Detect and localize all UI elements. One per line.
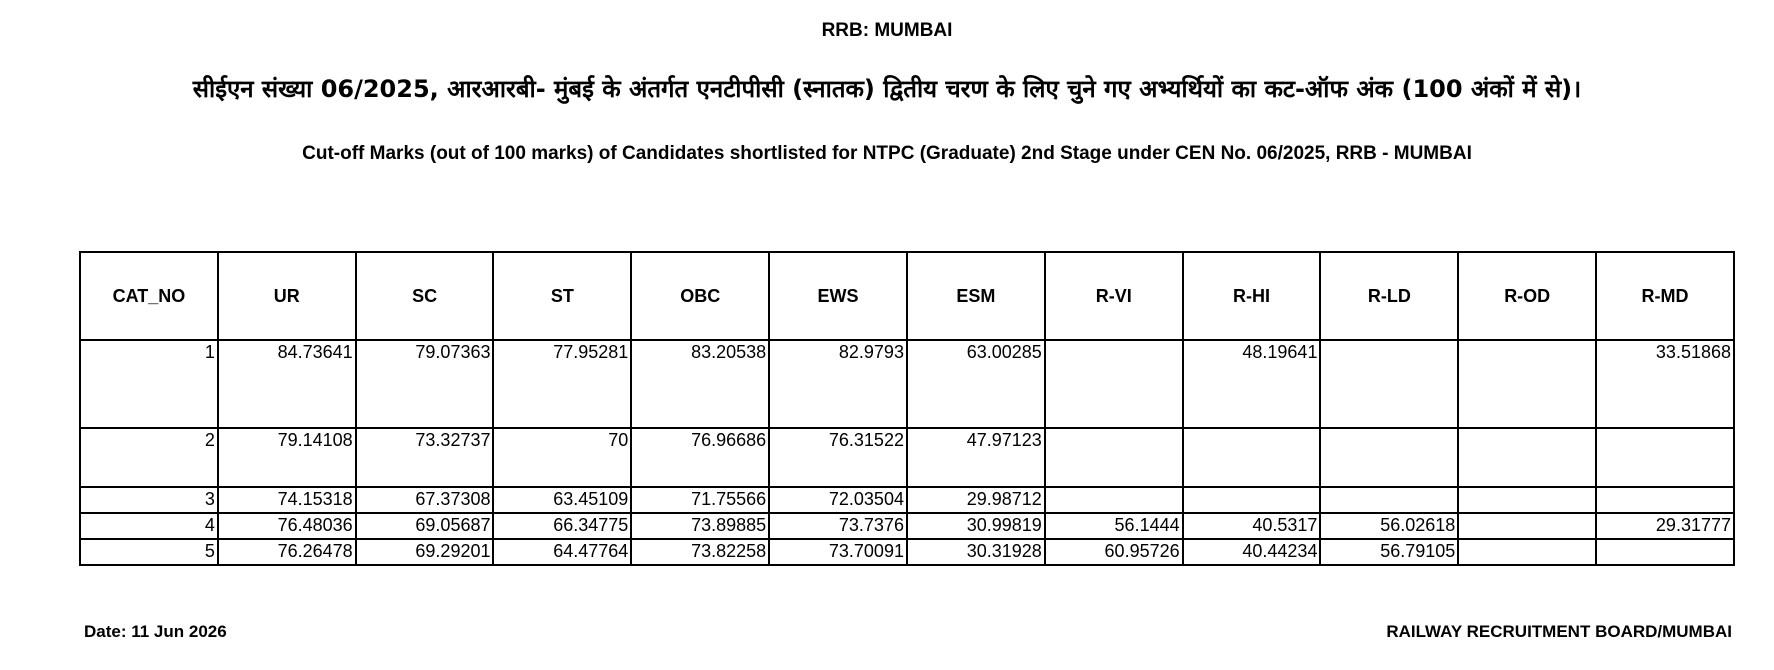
board-title: RRB: MUMBAI xyxy=(821,20,953,41)
column-header-r-md: R-MD xyxy=(1596,252,1734,340)
hindi-title: सीईएन संख्या 06/2025, आरआरबी- मुंबई के अंतर्गत एनटीपीसी (स्नातक) द्वितीय चरण के लिए चुने गए अभ्यर्थियों का कट-ऑफ अंक (100 अंकों में से)। xyxy=(192,75,1582,103)
table-cell: 73.82258 xyxy=(631,539,769,565)
table-cell: 74.15318 xyxy=(218,487,356,513)
table-cell: 63.00285 xyxy=(907,340,1045,428)
column-header-ur: UR xyxy=(218,252,356,340)
table-cell xyxy=(1183,428,1321,487)
table-cell xyxy=(1458,539,1596,565)
table-cell: 77.95281 xyxy=(493,340,631,428)
column-header-r-vi: R-VI xyxy=(1045,252,1183,340)
table-cell: 30.99819 xyxy=(907,513,1045,539)
table-cell: 79.07363 xyxy=(356,340,494,428)
column-header-ews: EWS xyxy=(769,252,907,340)
table-cell: 5 xyxy=(80,539,218,565)
table-cell xyxy=(1045,340,1183,428)
table-cell xyxy=(1596,539,1734,565)
table-cell: 82.9793 xyxy=(769,340,907,428)
table-cell: 69.05687 xyxy=(356,513,494,539)
table-cell: 71.75566 xyxy=(631,487,769,513)
table-cell: 29.98712 xyxy=(907,487,1045,513)
table-cell xyxy=(1320,340,1458,428)
table-header-row xyxy=(80,252,1734,340)
table-row xyxy=(80,428,1734,487)
table-cell: 76.26478 xyxy=(218,539,356,565)
table-cell: 73.32737 xyxy=(356,428,494,487)
table-cell: 83.20538 xyxy=(631,340,769,428)
table-cell xyxy=(1045,487,1183,513)
table-cell: 40.44234 xyxy=(1183,539,1321,565)
column-header-r-od: R-OD xyxy=(1458,252,1596,340)
board-signature: RAILWAY RECRUITMENT BOARD/MUMBAI xyxy=(1386,622,1732,641)
table-cell: 70 xyxy=(493,428,631,487)
column-header-esm: ESM xyxy=(907,252,1045,340)
table-cell xyxy=(1458,513,1596,539)
column-header-sc: SC xyxy=(356,252,494,340)
table-cell: 4 xyxy=(80,513,218,539)
table-cell: 73.89885 xyxy=(631,513,769,539)
table-cell: 76.31522 xyxy=(769,428,907,487)
table-cell: 73.70091 xyxy=(769,539,907,565)
table-row xyxy=(80,539,1734,565)
table-cell: 79.14108 xyxy=(218,428,356,487)
table-row xyxy=(80,513,1734,539)
table-cell: 73.7376 xyxy=(769,513,907,539)
table-row xyxy=(80,487,1734,513)
table-cell: 56.79105 xyxy=(1320,539,1458,565)
table-cell: 66.34775 xyxy=(493,513,631,539)
english-title: Cut-off Marks (out of 100 marks) of Candidates shortlisted for NTPC (Graduate) 2nd Stage under CEN No. 06/2025, RRB - MUMBAI xyxy=(302,143,1472,164)
column-header-r-hi: R-HI xyxy=(1183,252,1321,340)
table-cell: 56.1444 xyxy=(1045,513,1183,539)
cutoff-table xyxy=(79,251,1735,566)
table-cell xyxy=(1458,428,1596,487)
table-row xyxy=(80,340,1734,428)
table-cell: 40.5317 xyxy=(1183,513,1321,539)
table-cell: 63.45109 xyxy=(493,487,631,513)
table-cell: 84.73641 xyxy=(218,340,356,428)
table-cell: 56.02618 xyxy=(1320,513,1458,539)
table-cell: 33.51868 xyxy=(1596,340,1734,428)
table-cell: 29.31777 xyxy=(1596,513,1734,539)
column-header-st: ST xyxy=(493,252,631,340)
table-cell: 1 xyxy=(80,340,218,428)
table-cell: 72.03504 xyxy=(769,487,907,513)
table-cell: 76.96686 xyxy=(631,428,769,487)
table-cell xyxy=(1458,487,1596,513)
column-header-obc: OBC xyxy=(631,252,769,340)
table-cell: 64.47764 xyxy=(493,539,631,565)
table-cell xyxy=(1458,340,1596,428)
table-cell: 30.31928 xyxy=(907,539,1045,565)
table-cell xyxy=(1320,428,1458,487)
table-cell: 3 xyxy=(80,487,218,513)
table-cell: 60.95726 xyxy=(1045,539,1183,565)
date-label: Date: 11 Jun 2026 xyxy=(84,622,227,641)
table-cell xyxy=(1320,487,1458,513)
column-header-r-ld: R-LD xyxy=(1320,252,1458,340)
table-cell: 69.29201 xyxy=(356,539,494,565)
table-cell: 48.19641 xyxy=(1183,340,1321,428)
table-cell: 2 xyxy=(80,428,218,487)
table-cell: 76.48036 xyxy=(218,513,356,539)
table-cell xyxy=(1596,487,1734,513)
table-cell xyxy=(1183,487,1321,513)
table-cell xyxy=(1596,428,1734,487)
table-cell xyxy=(1045,428,1183,487)
table-cell: 47.97123 xyxy=(907,428,1045,487)
column-header-cat-no: CAT_NO xyxy=(80,252,218,340)
table-cell: 67.37308 xyxy=(356,487,494,513)
